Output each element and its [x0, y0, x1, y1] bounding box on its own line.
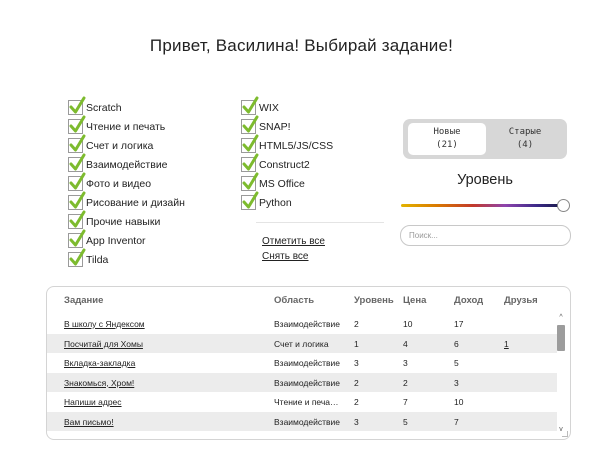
scroll-up-icon[interactable]: ^ [559, 314, 563, 321]
category-option[interactable] [68, 96, 185, 115]
task-title-link[interactable]: В школу с Яндексом [64, 319, 145, 329]
category-option[interactable] [68, 248, 185, 267]
tab-new-label: Новые [433, 127, 461, 137]
category-option[interactable] [68, 210, 185, 229]
header-level[interactable]: Уровень [354, 295, 394, 306]
task-price: 4 [403, 338, 408, 349]
category-label: Scratch [86, 102, 122, 114]
task-price: 2 [403, 377, 408, 388]
task-income: 7 [454, 416, 459, 427]
task-level: 3 [354, 416, 359, 427]
scroll-down-icon[interactable]: v [559, 426, 563, 433]
category-label: Фото и видео [86, 178, 152, 190]
tab-new[interactable] [408, 123, 486, 155]
checkbox-checked-icon[interactable] [68, 138, 83, 153]
category-option[interactable] [241, 153, 333, 172]
task-area: Взаимодействие [274, 319, 340, 329]
task-area: Взаимодействие [274, 416, 340, 427]
task-income: 5 [454, 358, 459, 368]
search-input[interactable] [400, 225, 571, 246]
header-income[interactable]: Доход [454, 295, 484, 306]
checkbox-checked-icon[interactable] [241, 195, 256, 210]
category-option[interactable] [68, 153, 185, 172]
category-option[interactable] [241, 96, 333, 115]
checkbox-checked-icon[interactable] [68, 252, 83, 267]
task-area: Счет и логика [274, 338, 329, 349]
table-row[interactable] [47, 373, 557, 393]
task-price: 7 [403, 397, 408, 407]
category-option[interactable] [68, 191, 185, 210]
checkbox-checked-icon[interactable] [68, 119, 83, 134]
scroll-thumb[interactable] [557, 325, 565, 351]
category-label: App Inventor [86, 235, 146, 247]
task-income: 10 [454, 397, 464, 407]
divider [256, 222, 384, 223]
task-title-link[interactable]: Напиши адрес [64, 397, 122, 407]
level-slider-handle[interactable] [557, 199, 570, 212]
header-task[interactable]: Задание [64, 295, 104, 306]
task-title-link[interactable]: Посчитай для Хомы [64, 338, 143, 349]
category-label: MS Office [259, 178, 305, 190]
greeting-title: Привет, Василина! Выбирай задание! [149, 36, 454, 55]
task-level: 2 [354, 397, 359, 407]
category-option[interactable] [68, 134, 185, 153]
tab-old-count: (4) [516, 140, 534, 150]
task-level: 3 [354, 358, 359, 368]
category-label: Python [259, 197, 292, 209]
task-level: 2 [354, 377, 359, 388]
task-level: 2 [354, 319, 359, 329]
checkbox-checked-icon[interactable] [68, 214, 83, 229]
table-header [47, 295, 570, 311]
table-row[interactable] [47, 314, 557, 334]
table-row[interactable] [47, 334, 557, 354]
level-title: Уровень [457, 172, 513, 188]
category-label: Взаимодействие [86, 159, 168, 171]
task-friends-link[interactable]: 1 [504, 338, 509, 349]
task-price: 5 [403, 416, 408, 427]
category-label: WIX [259, 102, 279, 114]
task-income: 3 [454, 377, 459, 388]
checkbox-checked-icon[interactable] [241, 119, 256, 134]
task-area: Чтение и печа… [274, 397, 339, 407]
check-all-link[interactable]: Отметить все [262, 236, 325, 247]
tab-old-label: Старые [508, 127, 542, 137]
resize-grip-icon[interactable] [562, 431, 568, 437]
clear-all-link[interactable]: Снять все [262, 251, 309, 262]
level-slider-track[interactable] [401, 204, 561, 207]
category-list-right [241, 96, 333, 210]
table-row[interactable] [47, 412, 557, 432]
header-friends[interactable]: Друзья [504, 295, 538, 306]
checkbox-checked-icon[interactable] [241, 138, 256, 153]
category-option[interactable] [241, 134, 333, 153]
checkbox-checked-icon[interactable] [68, 100, 83, 115]
category-option[interactable] [68, 172, 185, 191]
category-list-left [68, 96, 185, 267]
checkbox-checked-icon[interactable] [68, 195, 83, 210]
category-option[interactable] [241, 115, 333, 134]
category-option[interactable] [68, 115, 185, 134]
checkbox-checked-icon[interactable] [68, 176, 83, 191]
category-option[interactable] [241, 191, 333, 210]
header-price[interactable]: Цена [403, 295, 427, 306]
task-area: Взаимодействие [274, 358, 340, 368]
table-row[interactable] [47, 353, 557, 373]
category-option[interactable] [68, 229, 185, 248]
category-label: Прочие навыки [86, 216, 161, 228]
checkbox-checked-icon[interactable] [241, 157, 256, 172]
checkbox-checked-icon[interactable] [241, 176, 256, 191]
task-title-link[interactable]: Знакомься, Хром! [64, 377, 135, 388]
table-scrollbar[interactable] [556, 311, 566, 435]
tab-switcher [403, 119, 567, 159]
table-row[interactable] [47, 392, 557, 412]
tab-new-count: (21) [436, 140, 458, 150]
checkbox-checked-icon[interactable] [241, 100, 256, 115]
task-title-link[interactable]: Вам письмо! [64, 416, 114, 427]
checkbox-checked-icon[interactable] [68, 233, 83, 248]
category-label: SNAP! [259, 121, 291, 133]
task-title-link[interactable]: Вкладка-закладка [64, 358, 136, 368]
task-income: 6 [454, 338, 459, 349]
task-level: 1 [354, 338, 359, 349]
category-label: HTML5/JS/CSS [259, 140, 334, 152]
table-body [47, 314, 557, 431]
task-area: Взаимодействие [274, 377, 340, 388]
category-label: Чтение и печать [86, 121, 166, 133]
category-label: Construct2 [259, 159, 310, 171]
checkbox-checked-icon[interactable] [68, 157, 83, 172]
header-area[interactable]: Область [274, 295, 315, 306]
tasks-table [46, 286, 571, 440]
task-price: 3 [403, 358, 408, 368]
tab-old[interactable] [486, 123, 564, 155]
task-income: 17 [454, 319, 464, 329]
category-label: Счет и логика [86, 140, 154, 152]
category-option[interactable] [241, 172, 333, 191]
category-label: Tilda [86, 254, 109, 266]
category-label: Рисование и дизайн [86, 197, 185, 209]
task-price: 10 [403, 319, 413, 329]
